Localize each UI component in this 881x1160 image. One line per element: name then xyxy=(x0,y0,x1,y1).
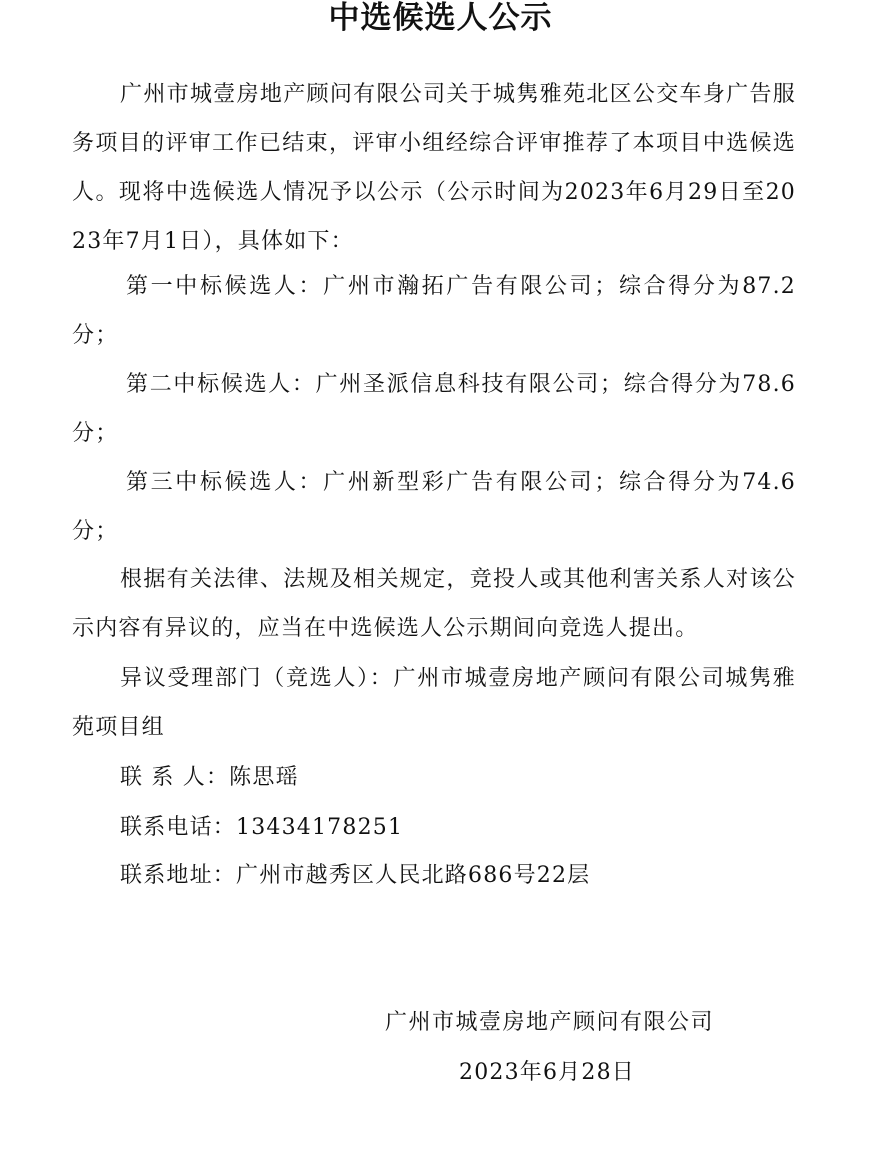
contact-phone: 联系电话：13434178251 xyxy=(120,815,404,840)
objection-department: 异议受理部门（竞选人）：广州市城壹房地产顾问有限公司城隽雅苑项目组 xyxy=(72,666,796,740)
contact-person: 联 系 人：陈思瑶 xyxy=(120,765,299,790)
contact-address: 联系地址：广州市越秀区人民北路686号22层 xyxy=(120,863,591,888)
page-title: 中选候选人公示 xyxy=(328,0,553,36)
candidate-second: 第二中标候选人：广州圣派信息科技有限公司；综合得分为78.6分； xyxy=(72,372,796,446)
signature-date: 2023年6月28日 xyxy=(459,1060,635,1085)
candidate-first: 第一中标候选人：广州市瀚拓广告有限公司；综合得分为87.2分； xyxy=(72,274,796,348)
objection-notice: 根据有关法律、法规及相关规定，竞投人或其他利害关系人对该公示内容有异议的，应当在中选候选人公示期间向竞选人提出。 xyxy=(72,567,796,641)
candidate-third: 第三中标候选人：广州新型彩广告有限公司；综合得分为74.6分； xyxy=(72,470,796,544)
signature-company: 广州市城壹房地产顾问有限公司 xyxy=(385,1010,715,1035)
intro-paragraph: 广州市城壹房地产顾问有限公司关于城隽雅苑北区公交车身广告服务项目的评审工作已结束，评审小组经综合评审推荐了本项目中选候选人。现将中选候选人情况予以公示（公示时间为2023年6月29日至2023年7月1日），具体如下： xyxy=(72,82,796,254)
